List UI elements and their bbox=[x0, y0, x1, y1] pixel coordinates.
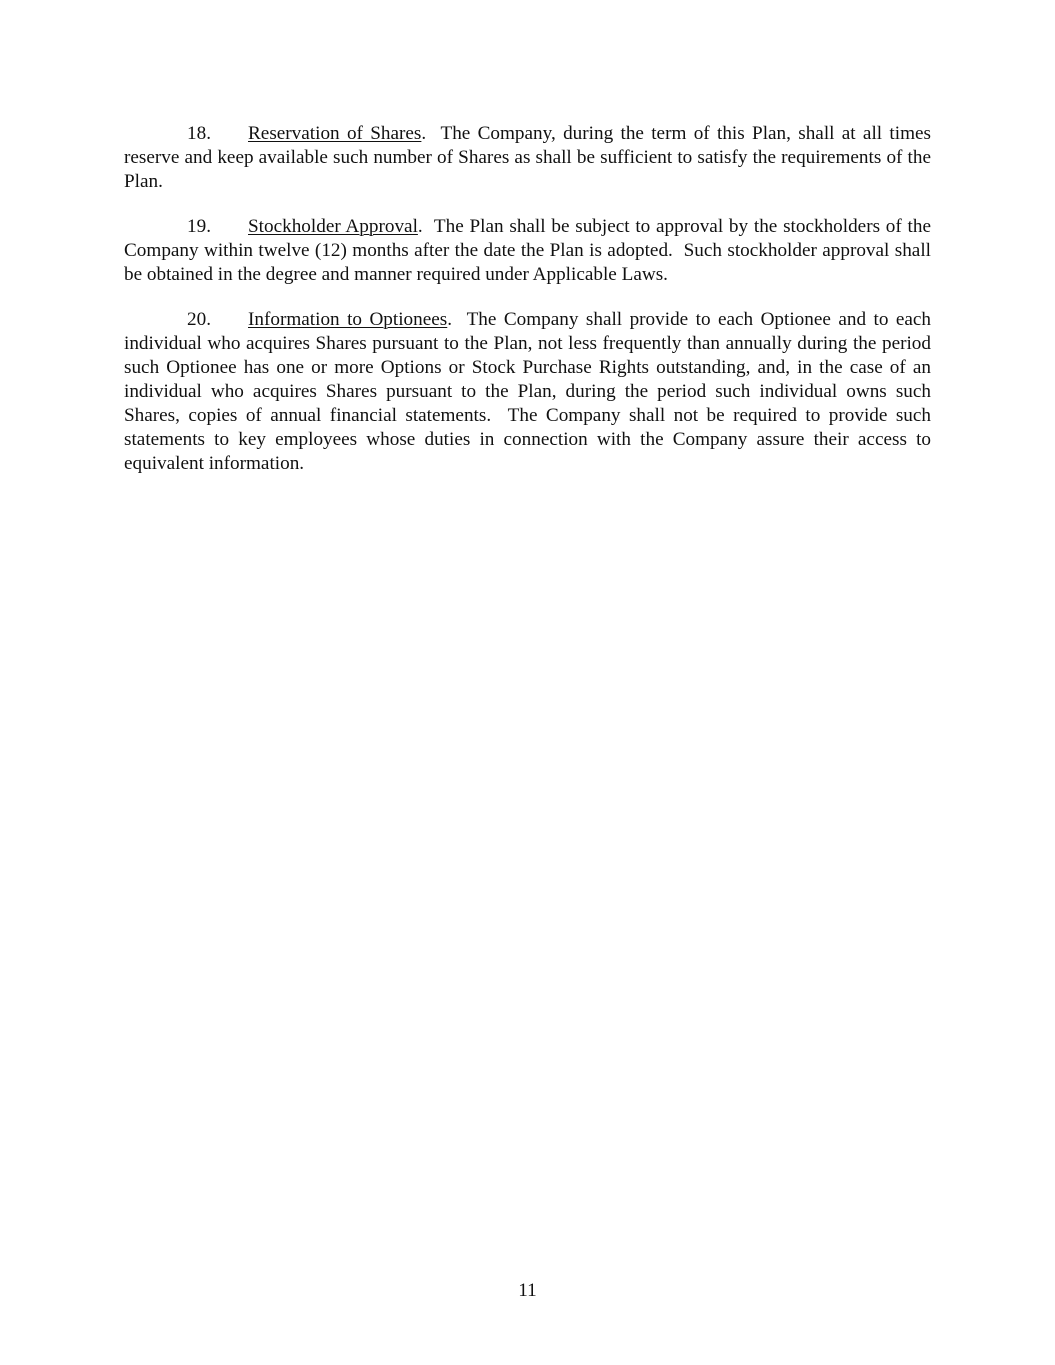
section-number: 20. bbox=[187, 309, 211, 330]
section-heading: Information to Optionees bbox=[248, 309, 448, 330]
section-20 bbox=[124, 308, 936, 476]
section-number: 18. bbox=[187, 123, 211, 144]
page-number: 11 bbox=[518, 1280, 537, 1301]
section-number: 19. bbox=[187, 216, 211, 237]
section-heading: Stockholder Approval bbox=[248, 216, 418, 237]
section-19 bbox=[124, 215, 936, 287]
section-body: The Plan shall be subject to approval by the stockholders of the Company within twelve (12) months after the date the Plan is adopted. Such stockholder approval shall be obtained in the degree and manner required under Applicable Laws. bbox=[124, 216, 936, 285]
section-heading: Reservation of Shares bbox=[248, 123, 422, 144]
section-body: The Company, during the term of this Plan, shall at all times reserve and keep available such number of Shares as shall be sufficient to satisfy the requirements of the Plan. bbox=[124, 123, 936, 192]
section-heading-punctuation: . bbox=[417, 216, 423, 237]
section-18 bbox=[124, 122, 936, 194]
document-body bbox=[124, 122, 936, 497]
section-heading-punctuation: . bbox=[421, 123, 427, 144]
section-heading-punctuation: . bbox=[447, 309, 453, 330]
section-body: The Company shall provide to each Optionee and to each individual who acquires Shares pursuant to the Plan, not less frequently than annually during the period such Optionee has one or more Options or Stock Purchase Rights outstanding, and, in the case of an individual who acquires Shares pursuant to the Plan, during the period such individual owns such Shares, copies of annual financial statements. The Company shall not be required to provide such statements to key employees whose duties in connection with the Company assure their access to equivalent information. bbox=[124, 309, 936, 474]
